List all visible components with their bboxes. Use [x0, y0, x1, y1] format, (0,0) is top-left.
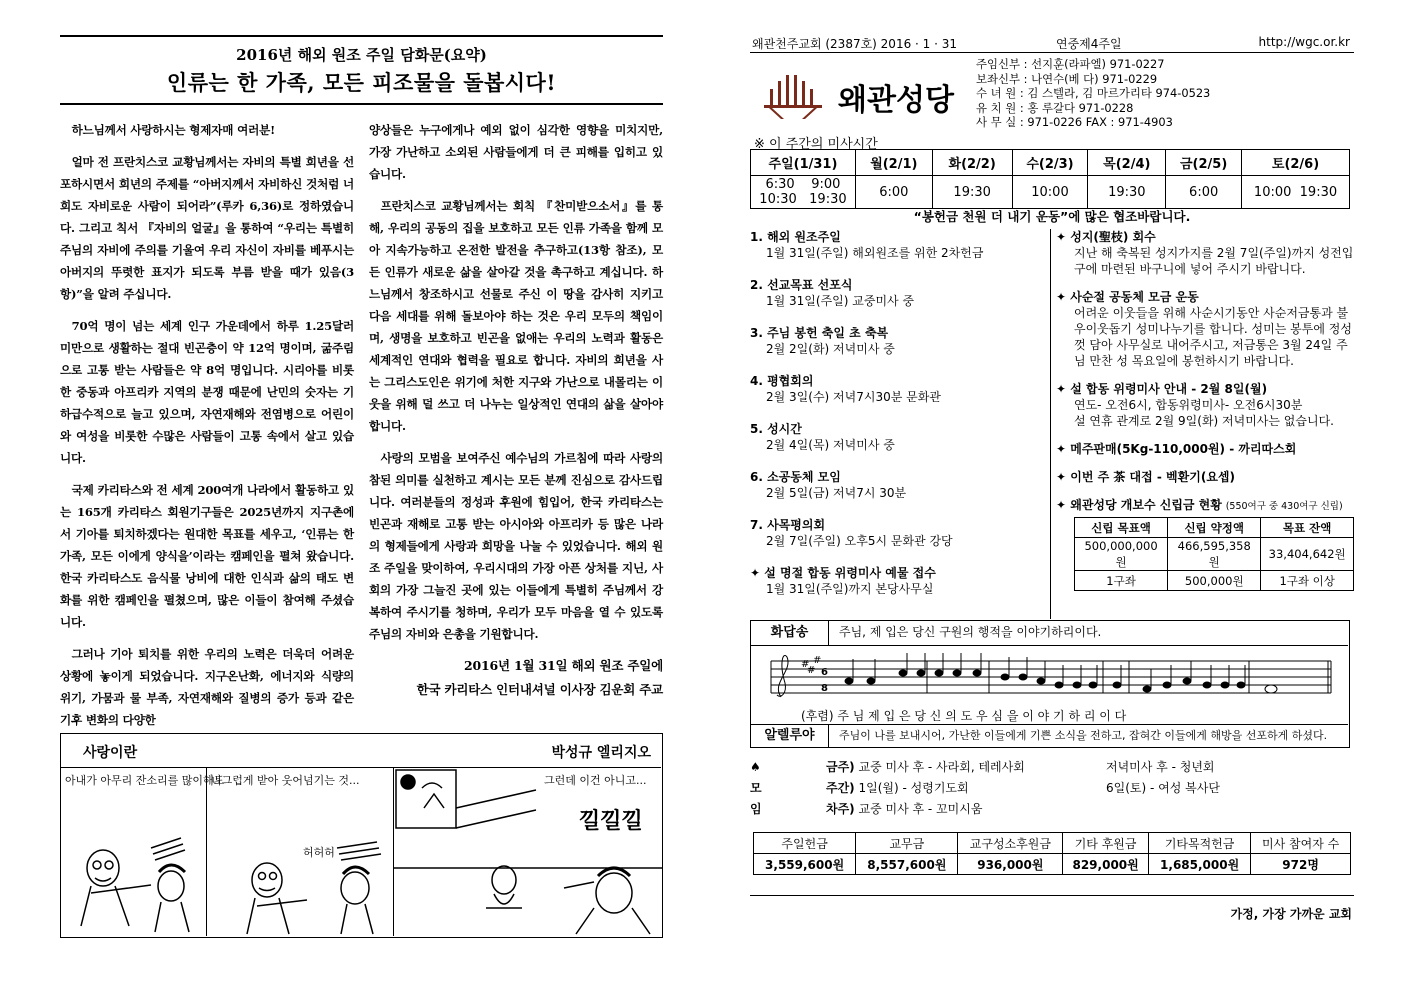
fund-header: 신립 약정액: [1168, 518, 1261, 538]
list-item: 2. 선교목표 선포식 1월 31일(주일) 교중미사 중: [750, 278, 915, 308]
paragraph: 그러나 기아 퇴치를 위한 우리의 노력은 더욱더 어려운 상황에 놓이게 되었습니다. 지구온난화, 에너지와 식량의 위기, 가뭄과 물 부족, 자연재해와 질병의 증가 등과 같은 기후 변화의 다양한: [60, 647, 354, 727]
letter-subtitle: 2016년 해외 원조 주일 담화문(요약): [236, 46, 487, 64]
offering-table: [753, 832, 1351, 875]
signature-name: 한국 카리타스 인터내셔널 이사장 김운회 주교: [416, 682, 663, 697]
offer-header: 기타목적헌금: [1149, 833, 1251, 854]
schedule-title: ※ 이 주간의 미사시간: [754, 137, 878, 152]
offer-header: 미사 참여자 수: [1251, 833, 1351, 854]
schedule-cell: 19:30: [1088, 176, 1166, 209]
website-link[interactable]: http://wgc.or.kr: [1258, 35, 1350, 49]
staff-entry: 수 녀 원 : 김 스텔라, 김 마르가리타 974-0523: [976, 86, 1211, 100]
top-rule: [60, 35, 663, 37]
list-item: ✦ 설 명절 합동 위령미사 예물 접수 1월 31일(주일)까지 본당사무실: [750, 566, 936, 596]
table-row: [1075, 518, 1354, 538]
footer-rule: [750, 895, 1354, 896]
list-item: ✦ 성지(聖枝) 회수 지난 해 축복된 성지가지를 2월 7일(주일)까지 성전입구에 마련된 바구니에 넣어 주시기 바랍니다.: [1056, 230, 1354, 276]
meeting-row: 금주) 교중 미사 후 - 사라회, 테레사회: [826, 760, 1025, 774]
fund-note: (550여구 중 430여구 신립): [1225, 501, 1343, 512]
meeting-row-extra: 저녁미사 후 - 청년회: [1106, 760, 1215, 774]
paragraph: 국제 카리타스와 전 세계 200여개 나라에서 활동하고 있는 165개 카리타스 회원기구들은 2025년까지 지구촌에서 기아를 퇴치하겠다는 원대한 목표를 세우고, ‘인류는 한 가족, 모든 이에게 양식을’이라는 캠페인을 펼쳐 왔습니다. 한국 카리타스도 음식물 낭비에 대한 인식과 삶의 태도 변화를 위한 캠페인을 펼쳤으며, 많은 이들이 참여해 주셨습니다.: [60, 483, 354, 629]
alleluia-label: 알렐루야: [751, 725, 829, 747]
fund-cell: 500,000,000원: [1075, 538, 1168, 571]
paragraph: 양상들은 누구에게나 예외 없이 심각한 영향을 미치지만, 가장 가난하고 소외된 사람들에게 더 큰 피해를 입히고 있습니다.: [369, 123, 663, 181]
meetings-label: ♠ 모임: [750, 760, 762, 816]
column-divider: [1050, 229, 1051, 619]
offer-value: 8,557,600원: [856, 854, 958, 875]
bulletin: [750, 35, 1354, 925]
cartoon-title: 사랑이란: [83, 745, 138, 761]
offer-header: 교무금: [856, 833, 958, 854]
cartoon-drawing-icon: [394, 768, 662, 936]
staff-entry: 사 무 실 : 971-0226 FAX : 971-4903: [976, 115, 1173, 129]
schedule-day: 토(2/6): [1242, 150, 1350, 176]
table-row: [751, 176, 1350, 209]
news-right: [1056, 229, 1354, 591]
footer-motto: 가정, 가장 가까운 교회: [1230, 907, 1352, 921]
staff-entry: 보좌신부 : 나연수(베 다) 971-0229: [976, 71, 1158, 86]
offer-value: 829,000원: [1063, 854, 1149, 875]
psalm-label: 화답송: [751, 621, 829, 645]
cartoon-drawing-icon: [61, 768, 207, 936]
offer-header: 교구성소후원금: [958, 833, 1063, 854]
fund-cell: 33,404,642원: [1261, 538, 1354, 571]
paragraph: 얼마 전 프란치스코 교황님께서는 자비의 특별 희년을 선포하시면서 희년의 주제를 “아버지께서 자비하신 것처럼 너희도 자비로운 사람이 되어라”(루카 6,36)로 정하였습니다. 그리고 칙서 『자비의 얼굴』을 통하여 “우리는 특별히 주님의 자비에 주의를 기울여 우리 자신이 자비를 베푸시는 아버지의 뚜렷한 표지가 되도록 부름 받을 때가 있음(3항)”을 알려 주십니다.: [60, 155, 354, 301]
paragraph: 하느님께서 사랑하시는 형제자매 여러분!: [71, 123, 275, 137]
list-item: ✦ 이번 주 茶 대접 - 벡환기(요셉): [1056, 470, 1235, 484]
list-item: ✦ 메주판매(5Kg-110,000원) - 까리따스회: [1056, 442, 1297, 456]
schedule-day: 금(2/5): [1166, 150, 1242, 176]
big-laugh-sfx: 낄낄낄: [579, 809, 643, 834]
schedule-day: 주일(1/31): [751, 150, 856, 176]
liturgical-week: 연중제4주일: [1056, 37, 1122, 51]
table-row: [751, 150, 1350, 176]
list-item: ✦ 사순절 공동체 모금 운동 어려운 이웃들을 위해 사순시기동안 사순저금통과 불우이웃돕기 성미나누기를 합니다. 성미는 봉투에 정성껏 담아 사무실로 내어주시고, 저금통은 3월 24일 주님 만찬 성 목요일에 봉헌하시기 바랍니다.: [1056, 290, 1352, 368]
cartoon-panel-1: [61, 768, 225, 936]
paragraph: 70억 명이 넘는 세계 인구 가운데에서 하루 1.25달러 미만으로 생활하는 절대 빈곤층이 약 12억 명이며, 굶주림으로 고통 받는 사람들은 약 8억 명입니다. 시리아를 비롯한 중동과 아프리카 지역의 분쟁 때문에 난민의 숫자는 기하급수적으로 늘고 있으며, 자연재해와 전염병으로 어린이와 여성을 비롯한 수많은 사람들이 고통 속에서 살고 있습니다.: [60, 319, 354, 465]
schedule-day: 수(2/3): [1012, 150, 1088, 176]
offer-header: 기타 후원금: [1063, 833, 1149, 854]
fund-cell: 1구좌: [1075, 571, 1168, 591]
schedule-day: 화(2/2): [932, 150, 1012, 176]
meeting-row-extra: 6일(토) - 여성 복사단: [1106, 781, 1220, 795]
offer-value: 972명: [1251, 854, 1351, 875]
alleluia-text: 주님이 나를 보내시어, 가난한 이들에게 기쁜 소식을 전하고, 잡혀간 이들에게 해방을 선포하게 하셨다.: [839, 729, 1328, 742]
fund-cell: 466,595,358원: [1168, 538, 1261, 571]
table-row: [754, 833, 1351, 854]
psalm-text: 주님, 제 입은 당신 구원의 행적을 이야기하리이다.: [839, 625, 1102, 639]
list-item: ✦ 설 합동 위령미사 안내 - 2월 8일(월) 연도- 오전6시, 합동위령미사- 오전6시30분 설 연휴 관계로 2월 9일(화) 저녁미사는 없습니다.: [1056, 382, 1334, 428]
music-staff-icon: [771, 653, 1331, 705]
schedule-day: 목(2/4): [1088, 150, 1166, 176]
cartoon-panel-3: [394, 768, 662, 936]
schedule-day: 월(2/1): [855, 150, 932, 176]
svg-text:8: 8: [821, 683, 828, 694]
table-row: [1075, 538, 1354, 571]
panel-caption: 그런데 이건 아니고...: [544, 774, 647, 787]
staff-entry: 유 치 원 : 홍 루갈다 971-0228: [976, 100, 1134, 115]
cartoon-panel-2: [207, 768, 394, 936]
psalm-lyrics: (후렴) 주 님 제 입 은 당 신 의 도 우 심 을 이 야 기 하 리 이 다: [801, 709, 1127, 723]
meeting-row: 차주) 교중 미사 후 - 꼬미시움: [826, 802, 983, 816]
laugh-sfx: 허허허: [303, 846, 335, 859]
list-item: 5. 성시간 2월 4일(목) 저녁미사 중: [750, 422, 895, 452]
church-logo-icon: [764, 75, 822, 119]
meeting-row: 주간) 1일(월) - 성령기도회: [826, 781, 969, 795]
svg-text:#: #: [807, 665, 816, 676]
fund-section: [1056, 497, 1354, 591]
offer-value: 1,685,000원: [1149, 854, 1251, 875]
paragraph: 사랑의 모범을 보여주신 예수님의 가르침에 따라 사랑의 참된 의미를 실천하고 계시는 모든 분께 진심으로 감사드립니다. 여러분들의 정성과 후원에 힘입어, 한국 카리타스는 빈곤과 재해로 고통 받는 아시아와 아프리카 등 많은 나라의 형제들에게 사랑과 희망을 나눌 수 있었습니다. 해외 원조 주일을 맞이하여, 우리시대의 가장 아픈 상처를 지닌, 사회의 가장 그늘진 곳에 있는 이들에게 특별히 주님께서 강복하여 주시기를 청하며, 우리가 모두 마음을 열 수 있도록 주님의 자비와 은총을 기원합니다.: [369, 451, 663, 641]
fund-title: ✦ 왜관성당 개보수 신립금 현황: [1056, 498, 1222, 512]
schedule-cell: 6:00: [855, 176, 932, 209]
offer-header: 주일헌금: [754, 833, 856, 854]
fund-header: 목표 잔액: [1261, 518, 1354, 538]
psalm-row: [751, 621, 1348, 646]
schedule-cell: 10:00 19:30: [1242, 176, 1350, 209]
list-item: 1. 해외 원조주일 1월 31일(주일) 해외원조를 위한 2차헌금: [750, 230, 984, 260]
offer-value: 3,559,600원: [754, 854, 856, 875]
svg-text:#: #: [801, 659, 810, 670]
fund-cell: 500,000원: [1168, 571, 1261, 591]
list-item: 3. 주님 봉헌 축일 초 축복 2월 2일(화) 저녁미사 중: [750, 326, 895, 356]
schedule-cell: 10:00: [1012, 176, 1088, 209]
mass-schedule-table: [750, 149, 1350, 209]
fund-header: 신립 목표액: [1075, 518, 1168, 538]
list-item: 6. 소공동체 모임 2월 5일(금) 저녁7시 30분: [750, 470, 907, 500]
alleluia-row: [751, 724, 1348, 747]
letter-column-a: [60, 119, 354, 741]
church-name: 왜관성당: [838, 83, 954, 118]
svg-text:#: #: [813, 655, 822, 666]
schedule-cell: 6:00: [1166, 176, 1242, 209]
paragraph: 프란치스코 교황님께서는 회칙 『찬미받으소서』를 통해, 우리의 공동의 집을 보호하고 모든 인류 가족을 함께 모아 지속가능하고 온전한 발전을 추구하고(13항 참조), 모든 인류가 새로운 삶을 살아갈 것을 촉구하고 계십니다. 하느님께서 창조하시고 선물로 주신 이 땅을 감사히 지키고 다음 세대를 위해 돌보아야 하는 것은 우리 모두의 책임이며, 생명을 보호하고 빈곤을 없애는 우리의 노력과 활동은 세계적인 연대와 협력을 필요로 합니다. 자비의 희년을 사는 그리스도인은 위기에 처한 지구와 가난으로 내몰리는 이웃을 위해 덜 쓰고 더 나누는 일상적인 연대의 삶을 살아야 합니다.: [369, 199, 663, 433]
panel-caption: 아내가 아무리 잔소리를 많이해도: [65, 774, 225, 787]
signature-date: 2016년 1월 31일 해외 원조 주일에: [464, 658, 663, 673]
news-left: [750, 229, 1048, 613]
donation-notice: “봉헌금 천원 더 내기 운동”에 많은 협조바랍니다.: [913, 209, 1191, 224]
cartoon-strip: [60, 733, 663, 938]
list-item: 7. 사목평의회 2월 7일(주일) 오후5시 문화관 강당: [750, 518, 953, 548]
cartoon-header: [61, 734, 661, 768]
letter-title: 인류는 한 가족, 모든 피조물을 돌봅시다!: [166, 70, 557, 95]
fund-table: [1074, 517, 1354, 591]
fund-cell: 1구좌 이상: [1261, 571, 1354, 591]
list-item: 4. 평협회의 2월 3일(수) 저녁7시30분 문화관: [750, 374, 941, 404]
panel-caption: 너그럽게 받아 웃어넘기는 것...: [211, 774, 360, 787]
cartoon-drawing-icon: [207, 768, 394, 936]
staff-list: [976, 57, 1210, 130]
staff-entry: 주임신부 : 선지훈(라파엘) 971-0227: [976, 57, 1165, 71]
letter-column-b: [369, 119, 663, 701]
title-rule: [60, 103, 663, 105]
issue-info: 왜관천주교회 (2387호) 2016 · 1 · 31: [752, 37, 958, 51]
svg-text:6: 6: [821, 667, 828, 678]
table-row: [754, 854, 1351, 875]
schedule-cell: 6:30 9:00 10:30 19:30: [751, 176, 856, 209]
offer-value: 936,000원: [958, 854, 1063, 875]
table-row: [1075, 571, 1354, 591]
psalm-box: [750, 620, 1350, 748]
header-rule: [750, 52, 1354, 53]
schedule-cell: 19:30: [932, 176, 1012, 209]
cartoon-author: 박성규 엘리지오: [551, 745, 651, 761]
pastoral-letter: [60, 35, 663, 727]
